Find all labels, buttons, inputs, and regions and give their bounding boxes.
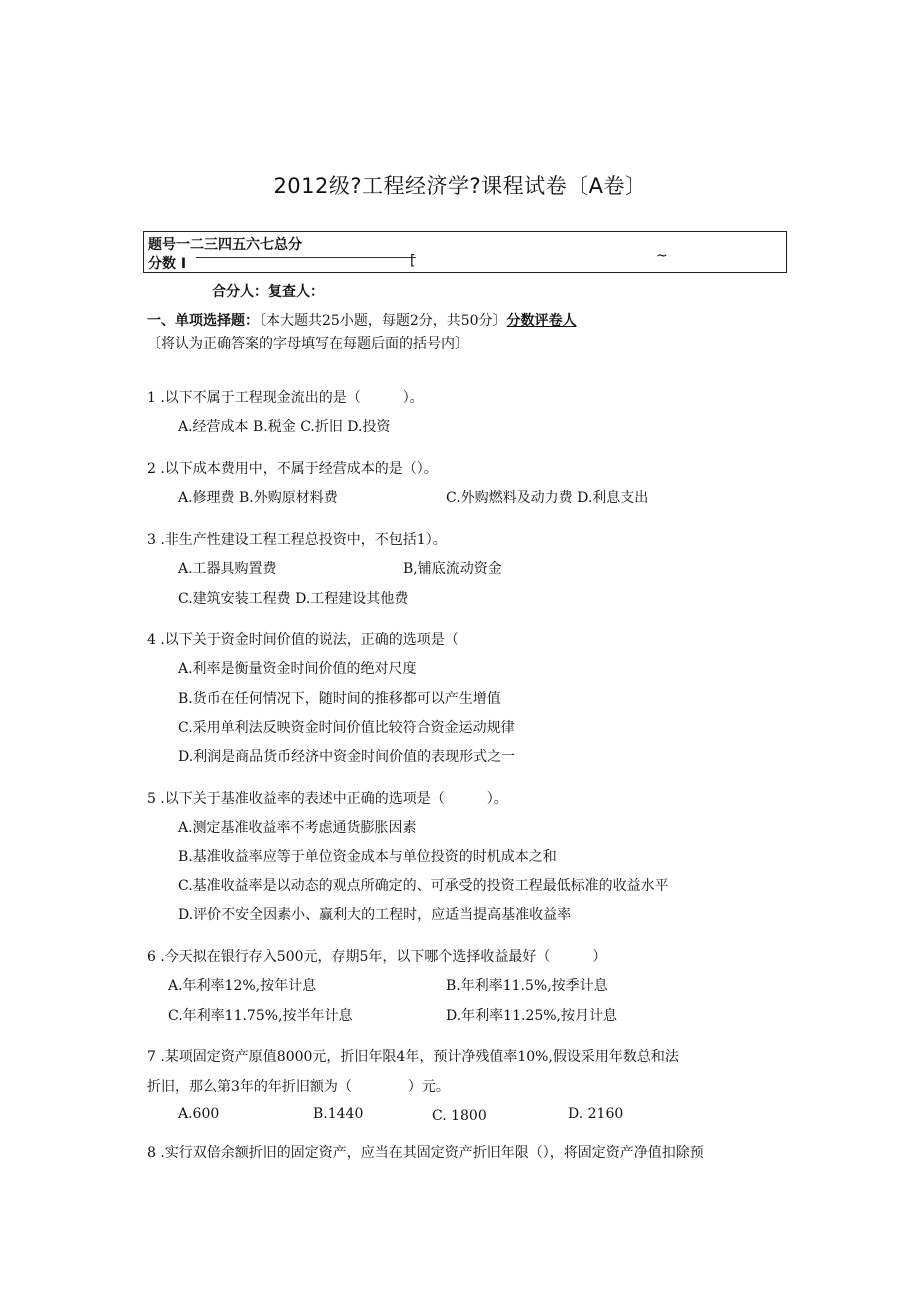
question-option: A.年利率12%,按年计息 <box>168 978 317 994</box>
section1-title: 单项选择题： <box>175 313 259 329</box>
score-table <box>143 231 787 273</box>
section1-number: 一、 <box>147 313 175 329</box>
question-option: A.经营成本 B.税金 C.折旧 D.投资 <box>178 419 391 435</box>
question-option: D. 2160 <box>568 1106 624 1122</box>
section1-heading <box>147 310 577 330</box>
question-option: A.利率是衡量资金时间价值的绝对尺度 <box>178 661 417 677</box>
score-table-header: 题号一二三四五六七总分 <box>148 237 302 253</box>
question-option: A.修理费 B.外购原材料费 <box>178 490 338 506</box>
question-option: A.测定基准收益率不考虑通货膨胀因素 <box>178 820 417 836</box>
question-option: B.基准收益率应等于单位资金成本与单位投资的时机成本之和 <box>178 849 557 865</box>
score-underline <box>196 257 416 258</box>
question-stem: 2 .以下成本费用中，不属于经营成本的是（）。 <box>147 461 438 477</box>
section1-instruction: 〔将认为正确答案的字母填写在每题后面的括号内〕 <box>147 336 469 352</box>
question-option: C.外购燃料及动力费 D.利息支出 <box>446 490 649 506</box>
score-tilde-mark: ~ <box>656 248 668 264</box>
question-stem: 7 .某项固定资产原值8000元，折旧年限4年，预计净残值率10%,假设采用年数总和法 <box>147 1049 679 1065</box>
question-stem: 3 .非生产性建设工程工程总投资中，不包括1）。 <box>147 532 447 548</box>
question-option: B.货币在任何情况下，随时间的推移都可以产生增值 <box>178 691 501 707</box>
section1-desc: 〔本大题共25小题，每题2分，共50分〕 <box>259 313 507 329</box>
question-option: A.600 <box>178 1106 220 1122</box>
question-option: C.基准收益率是以动态的观点所确定的、可承受的投资工程最低标准的收益水平 <box>178 878 669 894</box>
question-option: D.利润是商品货币经济中资金时间价值的表现形式之一 <box>178 749 516 765</box>
question-stem-continued: 折旧，那么第3年的年折旧额为（ ）元。 <box>147 1079 450 1095</box>
section1-score-grader: 分数评卷人 <box>506 313 577 329</box>
question-option: C. 1800 <box>432 1108 487 1124</box>
question-stem: 5 .以下关于基准收益率的表述中正确的选项是（ ）。 <box>147 791 508 807</box>
question-option: C.年利率11.75%,按半年计息 <box>168 1008 353 1024</box>
question-option: C.建筑安装工程费 D.工程建设其他费 <box>178 591 409 607</box>
signers-line: 合分人：复查人： <box>212 284 324 300</box>
question-option: C.采用单利法反映资金时间价值比较符合资金运动规律 <box>178 720 515 736</box>
question-stem: 4 .以下关于资金时间价值的说法，正确的选项是（ <box>147 632 459 648</box>
question-option: B.年利率11.5%,按季计息 <box>446 978 608 994</box>
question-option: B.1440 <box>313 1106 364 1122</box>
question-option: A.工器具购置费 <box>178 561 277 577</box>
question-option: D.评价不安全因素小、赢利大的工程时，应适当提高基准收益率 <box>178 907 572 923</box>
question-option: B,铺底流动资金 <box>403 561 502 577</box>
question-option: D.年利率11.25%,按月计息 <box>446 1008 618 1024</box>
score-table-label: 分数 I <box>148 256 187 272</box>
question-stem: 6 .今天拟在银行存入500元，存期5年，以下哪个选择收益最好（ ） <box>147 949 607 965</box>
page-title: 2012级?工程经济学?课程试卷〔A卷〕 <box>273 174 647 198</box>
score-bracket-mark: [ <box>410 253 416 269</box>
question-stem: 1 .以下不属于工程现金流出的是（ ）。 <box>147 390 424 406</box>
question-stem: 8 .实行双倍余额折旧的固定资产，应当在其固定资产折旧年限（），将固定资产净值扣除预 <box>147 1145 704 1161</box>
